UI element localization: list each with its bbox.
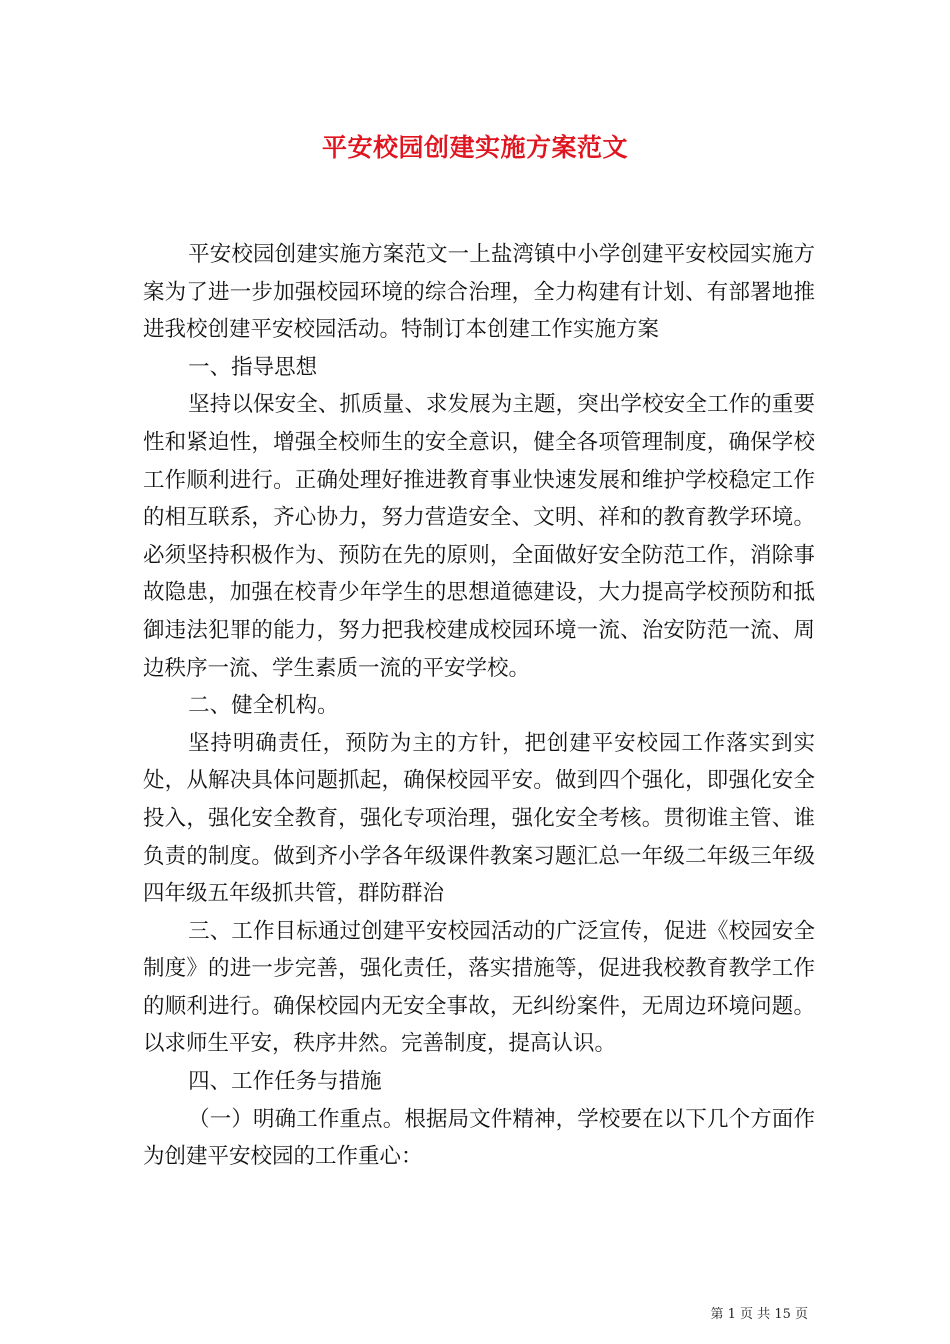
paragraph-intro: 平安校园创建实施方案范文一上盐湾镇中小学创建平安校园实施方案为了进一步加强校园环境的综合治理，全力构建有计划、有部署地推进我校创建平安校园活动。特制订本创建工作实施方案 <box>143 242 815 343</box>
heading-organization: 二、健全机构。 <box>188 693 339 719</box>
heading-tasks-measures: 四、工作任务与措施 <box>188 1069 382 1095</box>
document-body <box>143 236 815 1176</box>
paragraph-guiding-thought: 坚持以保安全、抓质量、求发展为主题，突出学校安全工作的重要性和紧迫性，增强全校师生的安全意识，健全各项管理制度，确保学校工作顺利进行。正确处理好推进教育事业快速发展和维护学校稳定工作的相互联系，齐心协力，努力营造安全、文明、祥和的教育教学环境。必须坚持积极作为、预防在先的原则，全面做好安全防范工作，消除事故隐患，加强在校青少年学生的思想道德建设，大力提高学校预防和抵御违法犯罪的能力，努力把我校建成校园环境一流、治安防范一流、周边秩序一流、学生素质一流的平安学校。 <box>143 392 815 681</box>
document-title: 平安校园创建实施方案范文 <box>321 133 628 162</box>
paragraph-work-focus: （一）明确工作重点。根据局文件精神，学校要在以下几个方面作为创建平安校园的工作重心： <box>143 1106 815 1170</box>
paragraph-organization: 坚持明确责任，预防为主的方针，把创建平安校园工作落实到实处，从解决具体问题抓起，确保校园平安。做到四个强化，即强化安全投入，强化安全教育，强化专项治理，强化安全考核。贯彻谁主管、谁负责的制度。做到齐小学各年级课件教案习题汇总一年级二年级三年级四年级五年级抓共管，群防群治 <box>143 730 815 907</box>
paragraph-work-goals: 三、工作目标通过创建平安校园活动的广泛宣传，促进《校园安全制度》的进一步完善，强化责任，落实措施等，促进我校教育教学工作的顺利进行。确保校园内无安全事故，无纠纷案件，无周边环境问题。以求师生平安，秩序井然。完善制度，提高认识。 <box>143 918 815 1057</box>
heading-guiding-thought: 一、指导思想 <box>188 354 318 380</box>
page-number-footer: 第 1 页 共 15 页 <box>710 1307 808 1322</box>
